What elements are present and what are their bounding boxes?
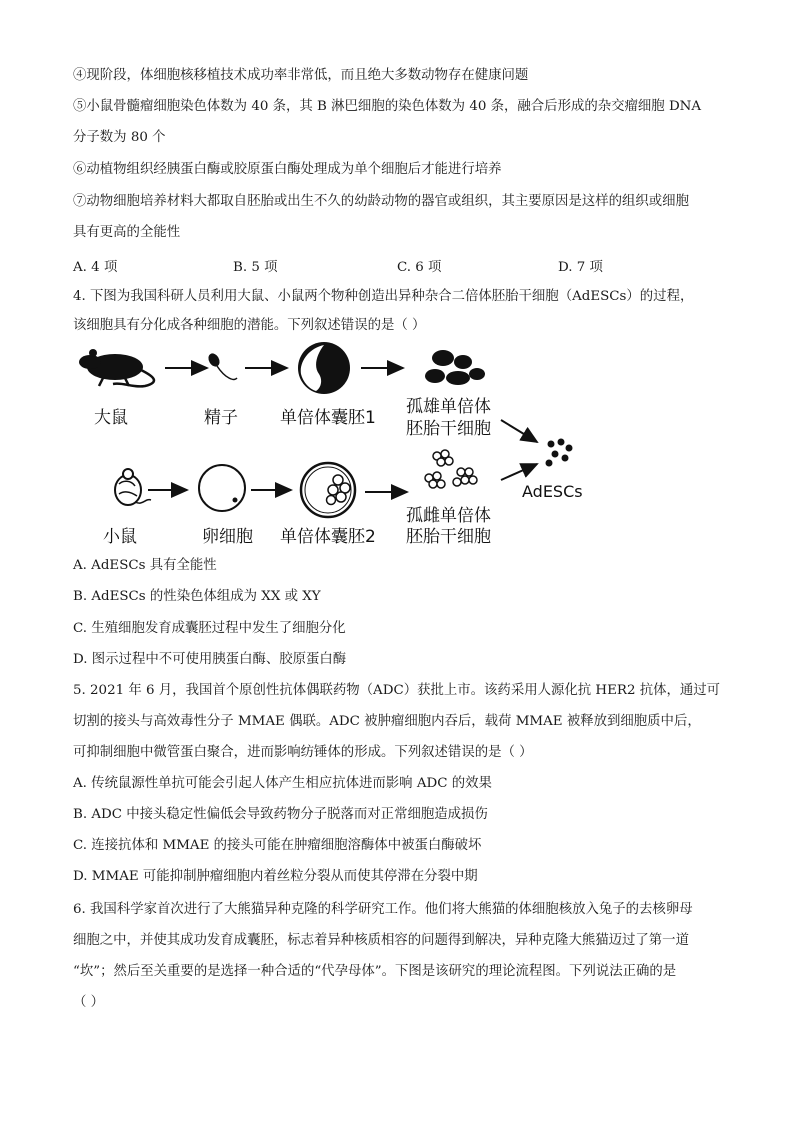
q6-stem-line-2: 细胞之中，并使其成功发育成囊胚，标志着异种核质相容的问题得到解决，异种克隆大熊猫迈过了第一道 — [73, 933, 689, 948]
q4-option-d: D. 图示过程中不可使用胰蛋白酶、胶原蛋白酶 — [73, 652, 347, 667]
q3-option-d: D. 7 项 — [558, 260, 603, 275]
q5-stem-line-1: 5. 2021 年 6 月，我国首个原创性抗体偶联药物（ADC）获批上市。该药采用人源化抗 HER2 抗体，通过可 — [73, 683, 721, 698]
label-parthenogenetic-2: 胚胎干细胞 — [406, 527, 491, 547]
q5-option-c: C. 连接抗体和 MMAE 的接头可能在肿瘤细胞溶酶体中被蛋白酶破坏 — [73, 838, 482, 853]
q6-stem-line-3: “坎”；然后至关重要的是选择一种合适的“代孕母体”。下图是该研究的理论流程图。下列说法正确的是 — [73, 964, 677, 979]
label-sperm: 精子 — [204, 408, 238, 428]
q4-diagram — [73, 340, 633, 550]
statement-7-line-1: ⑦动物细胞培养材料大都取自胚胎或出生不久的幼龄动物的器官或组织，其主要原因是这样的组织或细胞 — [73, 194, 689, 209]
arrow-parthenogenetic-adescs — [501, 464, 537, 480]
label-adescs: AdESCs — [522, 482, 583, 501]
statement-5-line-1: ⑤小鼠骨髓瘤细胞染色体数为 40 条，其 B 淋巴细胞的染色体数为 40 条，融合后形成的杂交瘤细胞 DNA — [73, 99, 702, 114]
q3-options — [73, 256, 713, 276]
q4-option-b: B. AdESCs 的性染色体组成为 XX 或 XY — [73, 589, 321, 604]
q4-stem-line-1: 4. 下图为我国科研人员利用大鼠、小鼠两个物种创造出异种杂合二倍体胚胎干细胞（AdESCs）的过程， — [73, 289, 694, 304]
q5-stem-line-3: 可抑制细胞中微管蛋白聚合，进而影响纺锤体的形成。下列叙述错误的是（ ） — [73, 745, 533, 760]
statement-5-line-2: 分子数为 80 个 — [73, 130, 166, 145]
q4-figure — [73, 340, 633, 550]
q5-stem-line-2: 切割的接头与高效毒性分子 MMAE 偶联。ADC 被肿瘤细胞内吞后，载荷 MMAE 被释放到细胞质中后， — [73, 714, 701, 729]
q4-stem-line-2: 该细胞具有分化成各种细胞的潜能。下列叙述错误的是（ ） — [73, 318, 426, 333]
q5-option-a: A. 传统鼠源性单抗可能会引起人体产生相应抗体进而影响 ADC 的效果 — [73, 776, 492, 791]
q3-option-b: B. 5 项 — [233, 260, 278, 275]
androgenetic-esc-icon — [425, 350, 485, 385]
q5-option-b: B. ADC 中接头稳定性偏低会导致药物分子脱落而对正常细胞造成损伤 — [73, 807, 488, 822]
label-mouse: 小鼠 — [103, 527, 137, 547]
statement-4: ④现阶段，体细胞核移植技术成功率非常低，而且绝大多数动物存在健康问题 — [73, 68, 529, 83]
label-androgenetic-1: 孤雄单倍体 — [406, 397, 491, 417]
q3-option-a: A. 4 项 — [73, 260, 118, 275]
adescs-icon — [546, 439, 573, 467]
label-blastocyst-2: 单倍体囊胚2 — [280, 527, 376, 547]
label-blastocyst-1: 单倍体囊胚1 — [280, 408, 376, 428]
q6-stem-line-1: 6. 我国科学家首次进行了大熊猫异种克隆的科学研究工作。他们将大熊猫的体细胞核放入兔子的去核卵母 — [73, 902, 693, 917]
blastocyst-2-icon — [301, 463, 355, 517]
egg-cell-icon — [199, 465, 245, 511]
q4-option-c: C. 生殖细胞发育成囊胚过程中发生了细胞分化 — [73, 621, 346, 636]
q5-option-d: D. MMAE 可能抑制肿瘤细胞内着丝粒分裂从而使其停滞在分裂中期 — [73, 869, 478, 884]
q3-option-c: C. 6 项 — [397, 260, 442, 275]
label-egg: 卵细胞 — [202, 527, 253, 547]
statement-7-line-2: 具有更高的全能性 — [73, 225, 181, 240]
mouse-icon — [115, 469, 151, 505]
label-rat: 大鼠 — [94, 408, 128, 428]
label-parthenogenetic-1: 孤雌单倍体 — [406, 506, 491, 526]
arrow-androgenetic-adescs — [501, 420, 537, 442]
q6-stem-line-4: （ ） — [73, 995, 105, 1010]
blastocyst-1-icon — [298, 342, 350, 394]
sperm-icon — [206, 351, 237, 379]
label-androgenetic-2: 胚胎干细胞 — [406, 419, 491, 439]
statement-6: ⑥动植物组织经胰蛋白酶或胶原蛋白酶处理成为单个细胞后才能进行培养 — [73, 162, 502, 177]
parthenogenetic-esc-icon — [425, 450, 477, 488]
rat-icon — [79, 349, 154, 386]
q4-option-a: A. AdESCs 具有全能性 — [73, 558, 217, 573]
